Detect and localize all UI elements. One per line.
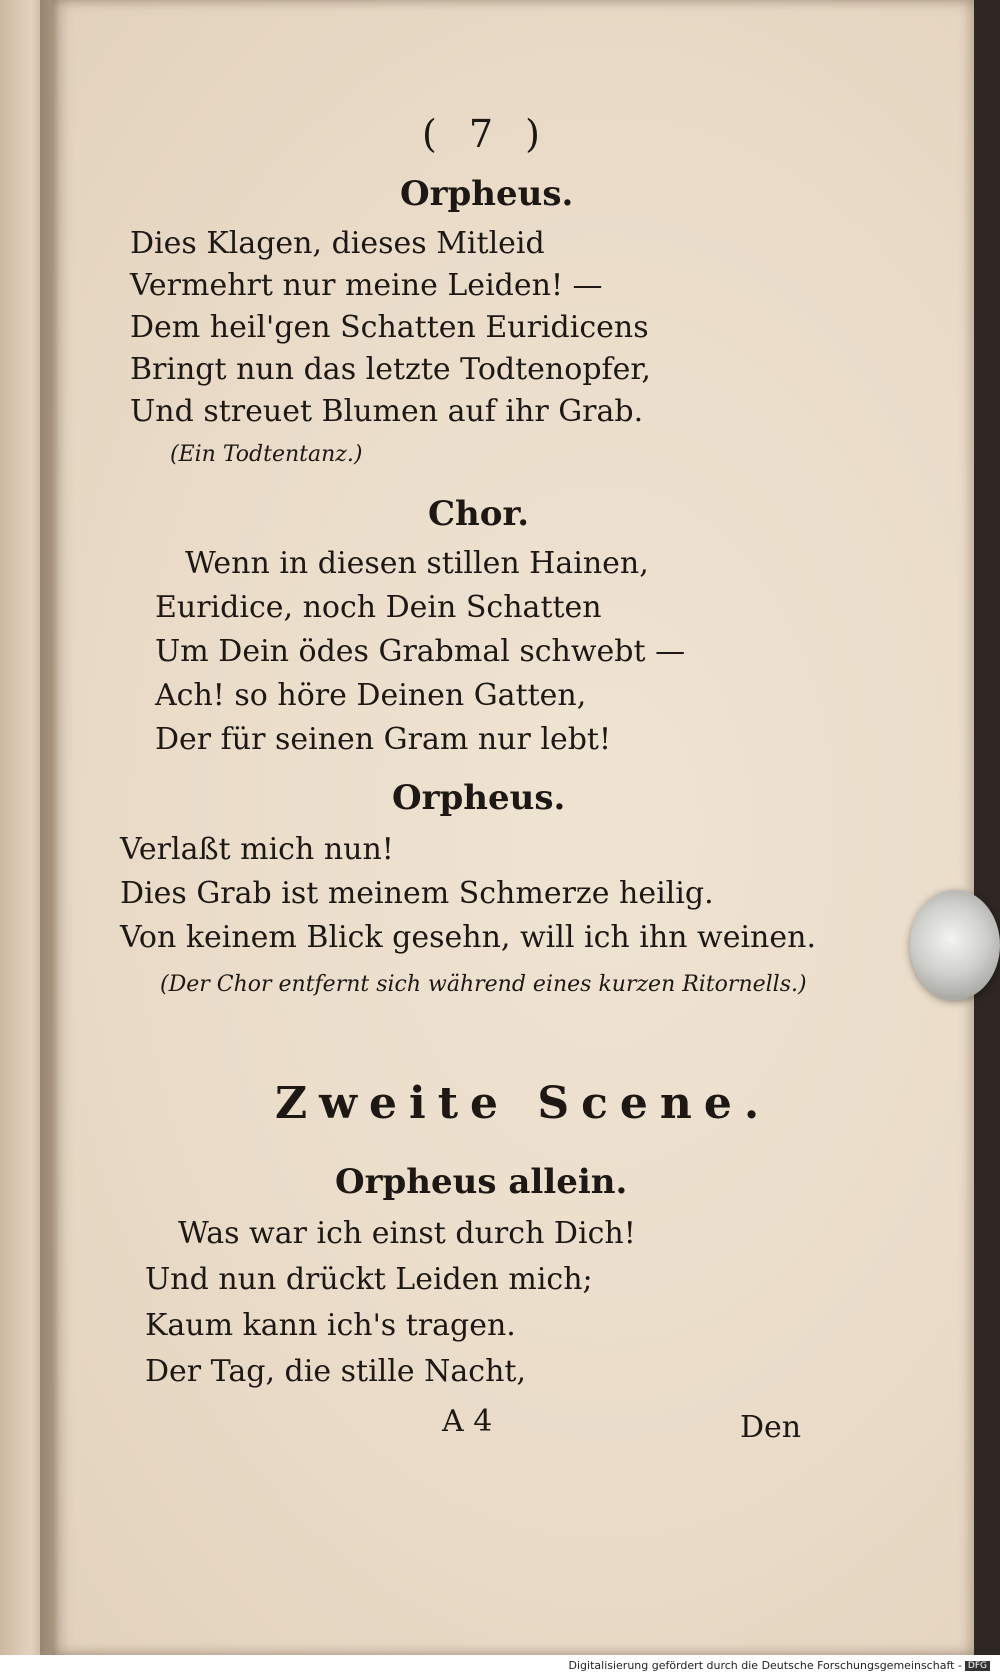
verse-line: Der Tag, die stille Nacht, xyxy=(145,1354,526,1389)
verse-line: Kaum kann ich's tragen. xyxy=(145,1308,516,1343)
signature-mark: A 4 xyxy=(442,1404,493,1439)
dfg-logo: DFG xyxy=(965,1661,990,1671)
verse-line: Euridice, noch Dein Schatten xyxy=(155,590,602,625)
verse-line: Wenn in diesen stillen Hainen, xyxy=(185,546,649,581)
catchword: Den xyxy=(740,1410,802,1445)
verse-line: Bringt nun das letzte Todtenopfer, xyxy=(130,352,651,387)
funding-text: Digitalisierung gefördert durch die Deutsche Forschungsgemeinschaft - xyxy=(568,1659,962,1672)
verse-line: Dies Klagen, dieses Mitleid xyxy=(130,226,545,261)
verse-line: Verlaßt mich nun! xyxy=(120,832,394,867)
speaker-orpheus: Orpheus. xyxy=(392,778,566,818)
right-dark-edge xyxy=(974,0,1000,1655)
page-clip xyxy=(910,890,1000,1000)
verse-line: Dies Grab ist meinem Schmerze heilig. xyxy=(120,876,714,911)
speaker-orpheus-allein: Orpheus allein. xyxy=(335,1162,628,1202)
page-fold-shadow xyxy=(40,0,60,1655)
verse-line: Dem heil'gen Schatten Euridicens xyxy=(130,310,649,345)
verse-line: Von keinem Blick gesehn, will ich ihn weinen. xyxy=(120,920,816,955)
verse-line: Und streuet Blumen auf ihr Grab. xyxy=(130,394,644,429)
funding-footer xyxy=(569,1659,990,1672)
verse-line: Was war ich einst durch Dich! xyxy=(178,1216,636,1251)
verse-line: Vermehrt nur meine Leiden! — xyxy=(130,268,603,303)
scene-title: Zweite Scene. xyxy=(275,1078,772,1129)
verse-line: Um Dein ödes Grabmal schwebt — xyxy=(155,634,686,669)
verse-line: Ach! so höre Deinen Gatten, xyxy=(155,678,587,713)
page-number: ( 7 ) xyxy=(422,112,550,156)
speaker-orpheus: Orpheus. xyxy=(400,174,574,214)
verse-line: Der für seinen Gram nur lebt! xyxy=(155,722,612,757)
speaker-chor: Chor. xyxy=(428,494,530,534)
stage-direction: (Ein Todtentanz.) xyxy=(170,442,363,467)
verse-line: Und nun drückt Leiden mich; xyxy=(145,1262,593,1297)
stage-direction: (Der Chor entfernt sich während eines kurzen Ritornells.) xyxy=(160,972,807,997)
